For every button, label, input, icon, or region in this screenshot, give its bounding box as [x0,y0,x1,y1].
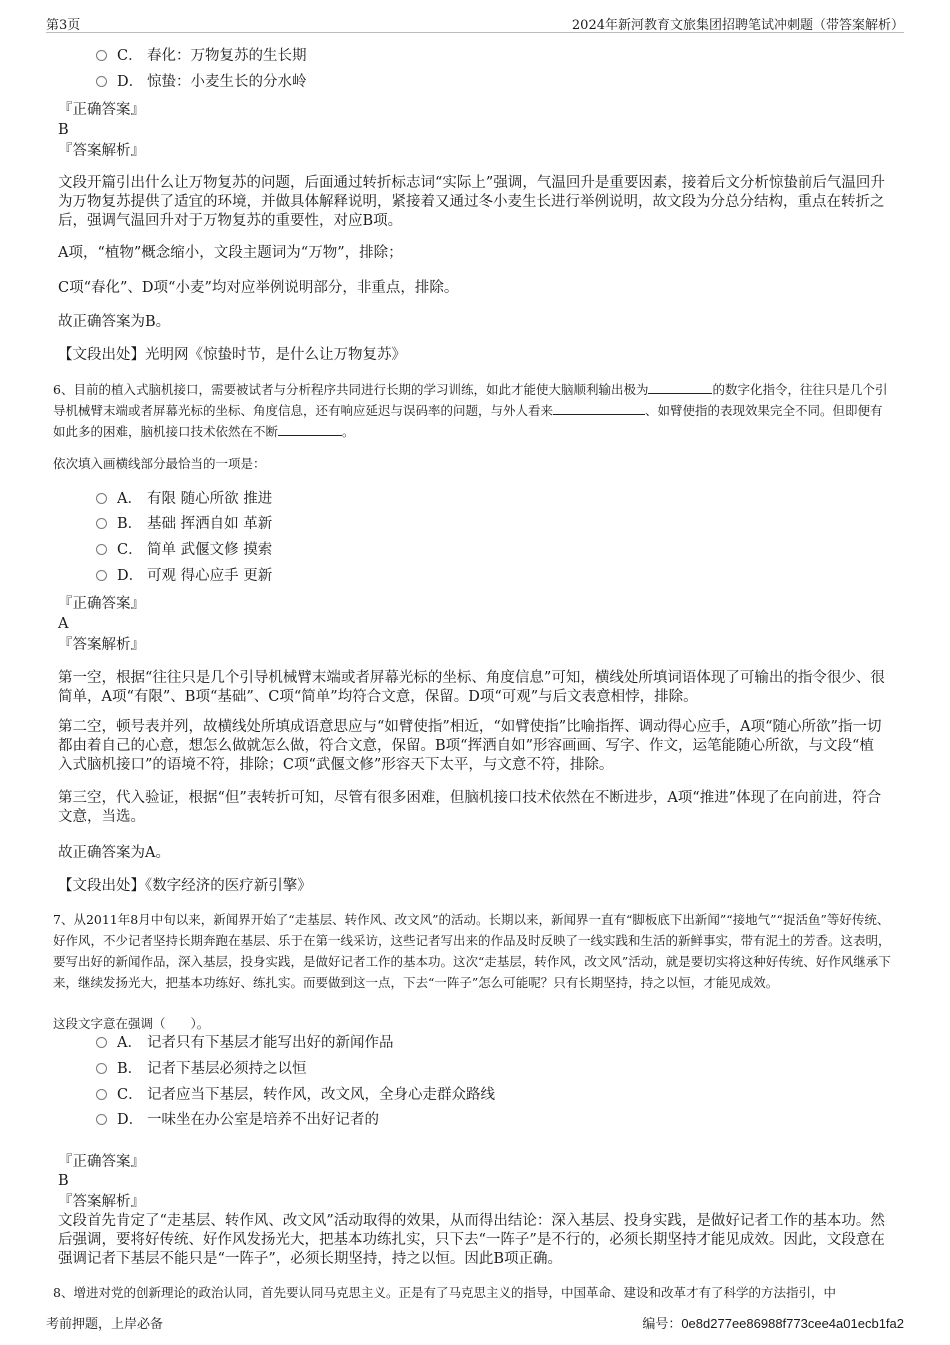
option-letter: C． [117,542,143,558]
q5-conclusion: 故正确答案为B。 [58,314,171,330]
option-letter: D． [117,1112,144,1128]
fill-blank [648,381,712,394]
code-label: 编号： [642,1317,682,1332]
option-letter: C． [117,1087,143,1103]
q7-answer-label: 『正确答案』 [58,1154,145,1170]
q7-option-c[interactable] [96,1084,495,1106]
footer-slogan: 考前押题，上岸必备 [46,1317,164,1332]
radio-icon[interactable] [96,76,107,87]
option-text: 惊蛰：小麦生长的分水岭 [147,74,307,90]
q6-stem-part: 。 [342,424,355,439]
option-text: 一味坐在办公室是培养不出好记者的 [147,1112,379,1128]
option-text: 记者下基层必须持之以恒 [147,1061,307,1077]
q5-answer-label: 『正确答案』 [58,102,145,118]
q7-answer: B [58,1173,69,1189]
q6-option-b[interactable] [96,513,272,535]
page-footer [46,1313,904,1333]
option-text: 记者应当下基层，转作风，改文风，全身心走群众路线 [147,1087,495,1103]
q5-analysis-paragraph: A项，“植物”概念缩小，文段主题词为“万物”，排除； [58,245,403,261]
radio-icon[interactable] [96,544,107,555]
q5-source: 【文段出处】光明网《惊蛰时节，是什么让万物复苏》 [58,347,406,363]
q6-option-c[interactable] [96,539,272,561]
q5-analysis-label: 『答案解析』 [58,143,145,159]
radio-icon[interactable] [96,1114,107,1125]
q5-analysis-paragraph: 文段开篇引出什么让万物复苏的问题，后面通过转折标志词“实际上”强调，气温回升是重要因素，接着后文分析惊蛰前后气温回升为万物复苏提供了适宜的环境，并做具体解释说明，紧接着又通过冬小麦生长进行举例说明，故文段为分总分结构，重点在转折之后，强调气温回升对于万物复苏的重要性，对应B项。 [58,175,885,229]
q7-analysis: 文段首先肯定了“走基层、转作风、改文风”活动取得的效果，从而得出结论：深入基层、投身实践，是做好记者工作的基本功。然后强调，要将好传统、好作风发扬光大，把基本功练扎实，只下去“一阵子”是不行的，必须长期坚持才能见成效。因此，文段意在强调记者下基层不能只是“一阵子”，必须长期坚持，持之以恒。因此B项正确。 [58,1213,885,1267]
option-letter: A． [117,1035,142,1051]
option-letter: D． [117,74,144,90]
option-text: 有限 随心所欲 推进 [147,491,273,507]
fill-blank [553,402,645,415]
page-number: 第3页 [46,18,81,33]
option-letter: B． [117,1061,143,1077]
q6-source: 【文段出处】《数字经济的医疗新引擎》 [58,878,312,894]
q6-option-a[interactable] [96,488,272,510]
code-value: 0e8d277ee86988f773cee4a01ecb1fa2 [681,1316,904,1331]
q6-analysis-paragraph: 第一空，根据“往往只是几个引导机械臂末端或者屏幕光标的坐标、角度信息”可知，横线处所填词语体现了可输出的指令很少、很简单，A项“有限”、B项“基础”、C项“简单”均符合文意，保留。D项“可观”与后文表意相悖，排除。 [58,670,885,705]
q5-answer: B [58,122,69,138]
q7-analysis-label: 『答案解析』 [58,1194,145,1210]
q7-option-d[interactable] [96,1109,379,1131]
q6-analysis-paragraph: 第三空，代入验证，根据“但”表转折可知，尽管有很多困难，但脑机接口技术依然在不断进步，A项“推进”体现了在向前进，符合文意，当选。 [58,790,882,825]
q7-prompt: 这段文字意在强调（ ）。 [53,1016,210,1031]
option-text: 春化：万物复苏的生长期 [147,48,307,64]
radio-icon[interactable] [96,50,107,61]
document-code [642,1313,904,1332]
q8-stem: 8、增进对党的创新理论的政治认同，首先要认同马克思主义。正是有了马克思主义的指导，中国革命、建设和改革才有了科学的方法指引，中 [53,1285,836,1300]
q6-answer: A [58,616,69,632]
fill-blank [278,423,342,436]
q5-option-d[interactable] [96,71,307,93]
page-header [46,12,904,33]
q6-stem-part: 、如臂使指的表现效果完全不同。但即便有如此多的困难，脑机接口技术依然在不断 [53,403,883,439]
q7-stem: 7、从2011年8月中旬以来，新闻界开始了“走基层、转作风、改文风”的活动。长期以来，新闻界一直有“脚板底下出新闻”“接地气”“捉活鱼”等好传统、好作风，不少记者坚持长期奔跑在基层、乐于在第一线采访，这些记者写出来的作品及时反映了一线实践和生活的新鲜事实，带有泥土的芳香。这表明，要写出好的新闻作品，深入基层，投身实践，是做好记者工作的基本功。这次“走基层，转作风，改文风”活动，就是要切实将这种好传统、好作风继承下来，继续发扬光大，把基本功练好、练扎实。而要做到这一点，下去“一阵子”怎么可能呢？只有长期坚持，持之以恒，才能见成效。 [53,912,891,990]
q6-analysis-label: 『答案解析』 [58,637,145,653]
option-letter: B． [117,516,143,532]
radio-icon[interactable] [96,1089,107,1100]
q6-conclusion: 故正确答案为A。 [58,845,170,861]
document-title: 2024年新河教育文旅集团招聘笔试冲刺题（带答案解析） [571,18,904,33]
q6-stem [53,379,895,442]
radio-icon[interactable] [96,570,107,581]
q6-stem-part: 的数字化指令，往往只是几个引导机械臂末端或者屏幕光标的坐标、角度信息，还有响应延迟与误码率的问题，与外人看来 [53,382,888,418]
radio-icon[interactable] [96,1063,107,1074]
option-letter: D． [117,568,144,584]
q6-prompt: 依次填入画横线部分最恰当的一项是： [53,456,266,471]
option-letter: C． [117,48,143,64]
option-text: 记者只有下基层才能写出好的新闻作品 [147,1035,394,1051]
q6-option-d[interactable] [96,565,272,587]
q5-option-c[interactable] [96,45,307,67]
q5-analysis-paragraph: C项“春化”、D项“小麦”均对应举例说明部分，非重点，排除。 [58,280,459,296]
radio-icon[interactable] [96,1037,107,1048]
q6-analysis-paragraph: 第二空，顿号表并列，故横线处所填成语意思应与“如臂使指”相近，“如臂使指”比喻指挥、调动得心应手，A项“随心所欲”指一切都由着自己的心意，想怎么做就怎么做，符合文意，保留。B项“挥洒自如”形容画画、写字、作文，运笔能随心所欲，与文段“植入式脑机接口”的语境不符，排除；C项“武偃文修”形容天下太平，与文意不符，排除。 [58,719,882,773]
q7-option-b[interactable] [96,1058,307,1080]
q6-answer-label: 『正确答案』 [58,596,145,612]
option-text: 基础 挥洒自如 革新 [147,516,273,532]
option-text: 简单 武偃文修 摸索 [147,542,273,558]
radio-icon[interactable] [96,518,107,529]
q7-option-a[interactable] [96,1032,394,1054]
option-letter: A． [117,491,142,507]
option-text: 可观 得心应手 更新 [147,568,273,584]
radio-icon[interactable] [96,493,107,504]
q6-stem-part: 6、目前的植入式脑机接口，需要被试者与分析程序共同进行长期的学习训练，如此才能使大脑顺利输出极为 [53,382,649,397]
